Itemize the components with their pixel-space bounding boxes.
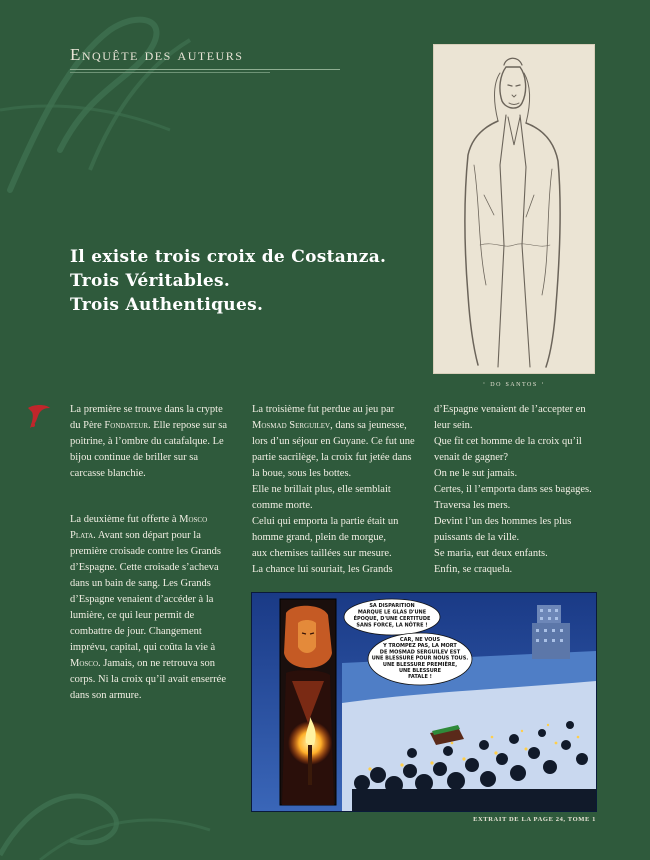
speech-bubble-line: UNE BLESSURE PREMIÈRE, [382, 661, 458, 668]
red-ornament-icon [24, 402, 54, 432]
speech-bubble-line: DE MOSMAD SERGUILEV EST [379, 649, 461, 656]
sketch-drawing-icon [434, 45, 594, 373]
speech-bubble-line: UNE BLESSURE [398, 668, 442, 674]
speech-bubble-line: Y TROMPEZ PAS, LA MORT [383, 643, 457, 650]
comic-artwork-icon [252, 593, 596, 811]
speech-bubble-line: ÉPOQUE, D'UNE CERTITUDE [353, 616, 431, 622]
ornament-bottom-icon [0, 760, 220, 860]
speech-bubble-line: FATALE ! [408, 674, 432, 681]
section-title: Enquête des auteurs [70, 45, 244, 64]
comic-panel [252, 593, 596, 811]
text-column-2: La troisième fut perdue au jeu par Mosmad Serguilev, dans sa jeunesse, lors d’un séjour en Guyane. Ce fut une partie sacrilège, la croix fut jetée dans la boue, sous les bottes. Elle ne brillait plus, elle semblait comme morte. Celui qui emporta la partie était un homme grand, plein de morgue, aux chemises taillées sur mesure. La chance lui souriait, les Grands [252, 404, 415, 575]
text-column-3: d’Espagne venaient de l’accepter en leur sein. Que fit cet homme de la croix qu’il venait de gagner? On ne le sut jamais. Certes, il l’emporta dans ses bagages. Traversa les mers. Devint l’un des hommes les plus puissants de la ville. Se maria, eut deux enfants. Enfin, se craquela. [434, 404, 592, 575]
character-sketch [434, 45, 594, 373]
comic-caption: EXTRAIT DE LA PAGE 24, TOME 1 [473, 816, 596, 823]
pull-quote [70, 245, 410, 317]
speech-bubble-line: CAR, NE VOUS [399, 637, 441, 643]
speech-bubble-line: SANS FORCE, LA NÔTRE ! [356, 622, 428, 629]
ornament-swirl-icon [0, 0, 260, 200]
quote-line-3: Trois Authentiques. [70, 295, 264, 315]
speech-bubble-line: MARQUE LE GLAS D'UNE [357, 609, 427, 616]
quote-line-2: Trois Véritables. [70, 271, 231, 291]
title-rule-secondary [70, 72, 270, 73]
sketch-caption: · do santos · [482, 379, 546, 388]
quote-line-1: Il existe trois croix de Costanza. [70, 247, 387, 267]
text-column-1 [70, 402, 230, 704]
speech-bubble-line: SA DISPARITION [369, 603, 415, 609]
paragraph-1: La première se trouve dans la crypte du Père Fondateur. Elle repose sur sa poitrine, à l’ombre du catafalque. Le bijou continue de briller sur sa carcasse blanchie. [70, 404, 228, 479]
title-rule [70, 69, 340, 70]
paragraph-2: La deuxième fut offerte à Mosco Plata. Avant son départ pour la première croisade contre les Grands d’Espagne. Cette croisade s’acheva dans un bain de sang. Les Grands d’Espagne venaient d’accéder à la lumière, ce qui leur permit de combattre de jour. Changement imprévu, capital, qui coûta la vie à Mosco. Jamais, on ne retrouva son corps. Ni la croix qu’il avait enserrée dans son armure. [70, 514, 226, 701]
speech-bubble-line: UNE BLESSURE POUR NOUS TOUS. [371, 655, 469, 662]
